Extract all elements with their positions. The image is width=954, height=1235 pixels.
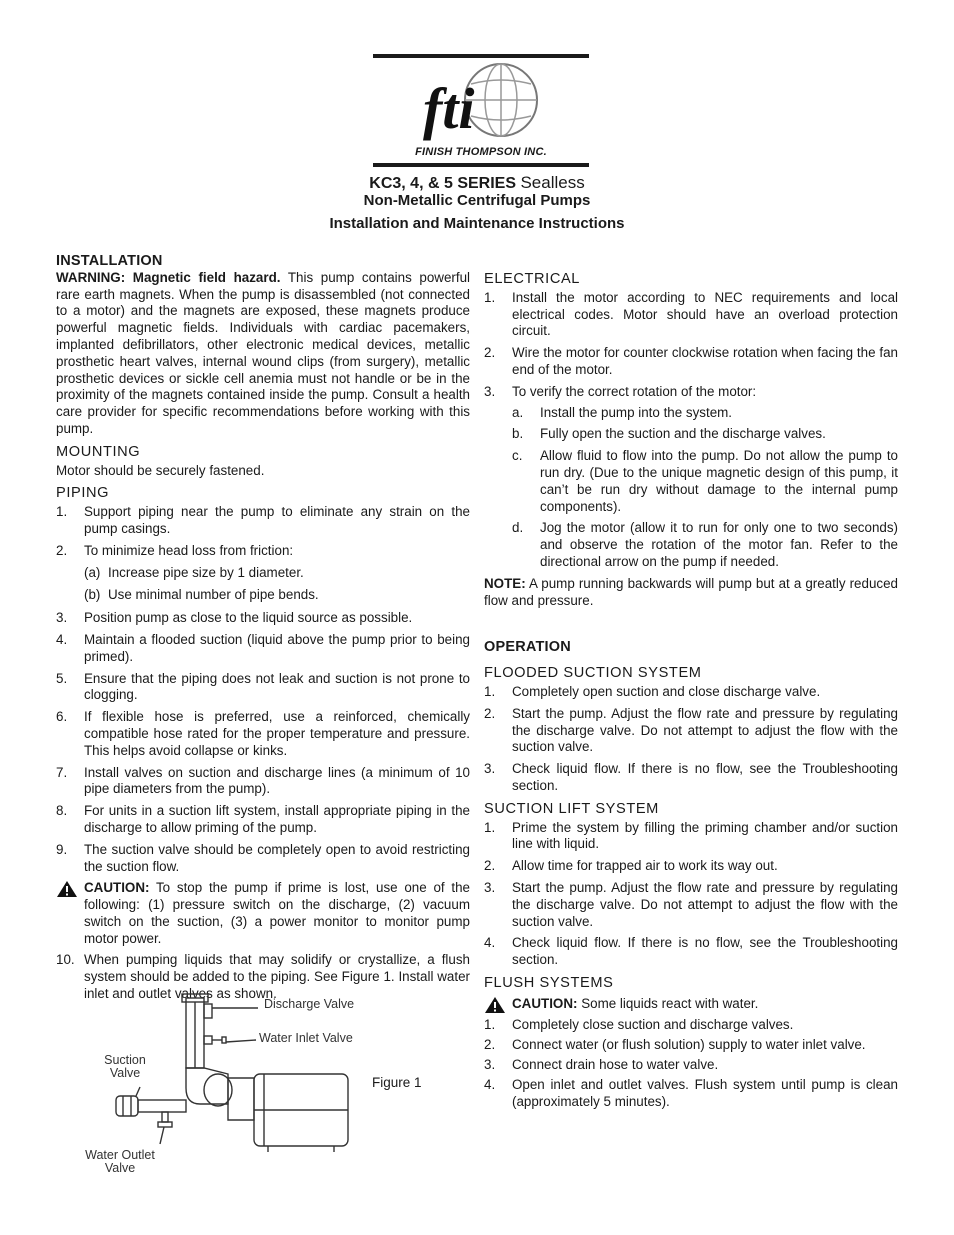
warning-text: This pump contains powerful rare earth magnets. When the pump is disassembled (not connected to a motor) and the magnets are exposed, these magnets produce powerful magnetic fields. Individuals with cardiac pacemakers, implanted defibrillators, other electronic medical devices, metallic prosthetic heart valves, internal wound clips (from surgery), metallic prosthetic devices or sickle cell anemia must not handle or be in the proximity of the magnets contained inside the pump. Consult a health care provider for specific recommendations before working with this pump. xyxy=(56,269,471,436)
installation-heading: INSTALLATION xyxy=(56,253,163,269)
flush-list xyxy=(484,1017,898,1110)
figure-caption: Figure 1 xyxy=(372,1075,422,1090)
list-item: 3. Start the pump. Adjust the flow rate and pressure by regulating the discharge valve. Do not attempt to adjust the flow with the suction valve. xyxy=(484,879,898,929)
caution-label: CAUTION: xyxy=(84,880,150,896)
rotation-sub-list xyxy=(512,405,898,571)
flush-caution-text: Some liquids react with water. xyxy=(581,995,759,1011)
mounting-text: Motor should be securely fastened. xyxy=(56,462,265,478)
list-item: 2. Start the pump. Adjust the flow rate and pressure by regulating the discharge valve. Do not attempt to adjust the flow with the suction valve. xyxy=(484,705,898,755)
warning-paragraph xyxy=(56,270,470,438)
operation-heading: OPERATION xyxy=(484,639,571,656)
warning-triangle-icon xyxy=(56,880,78,898)
list-item: c. Allow fluid to flow into the pump. Do not allow the pump to run dry. (Due to the unique magnetic design of this pump, it can’t be run dry without damage to the internal pump components). xyxy=(512,448,898,514)
electrical-list xyxy=(484,290,898,571)
note-paragraph xyxy=(484,576,898,610)
list-item: 4. Open inlet and outlet valves. Flush system until pump is clean (approximately 5 minutes). xyxy=(484,1076,898,1109)
list-item: 1. Prime the system by filling the priming chamber and/or suction line with liquid. xyxy=(484,819,898,852)
piping-list-cont xyxy=(56,610,470,875)
electrical-heading: ELECTRICAL xyxy=(484,271,581,287)
water-outlet-valve-label: Water Outlet Valve xyxy=(85,1148,155,1175)
title-sealless: Sealless xyxy=(520,173,585,192)
left-column xyxy=(56,253,470,1008)
list-item: 8. For units in a suction lift system, install appropriate piping in the discharge to allow priming of the pump. xyxy=(56,803,470,835)
discharge-valve-label: Discharge Valve xyxy=(264,997,355,1011)
warning-lead: WARNING: Magnetic field hazard. xyxy=(56,269,281,285)
title-series: KC3, 4, & 5 SERIES xyxy=(369,175,516,192)
list-item: 9. The suction valve should be completely open to avoid restricting the suction flow. xyxy=(56,841,470,874)
list-item: d. Jog the motor (allow it to run for only one to two seconds) and observe the rotation of the motor fan. Refer to the directional arrow on the pump if needed. xyxy=(512,520,898,569)
water-inlet-valve-label: Water Inlet Valve xyxy=(259,1031,353,1045)
note-lead: NOTE: xyxy=(484,575,526,591)
list-item: 1. Install the motor according to NEC requirements and local electrical codes. Motor should have an overload protection circuit. xyxy=(484,289,898,339)
header-rule-bottom xyxy=(373,163,589,167)
flush-caution-label: CAUTION: xyxy=(512,995,578,1011)
warning-triangle-icon xyxy=(484,996,506,1014)
piping-heading: PIPING xyxy=(56,485,110,502)
list-item: 5. Ensure that the piping does not leak and suction is not prone to clogging. xyxy=(56,670,470,703)
list-item: a. Install the pump into the system. xyxy=(512,404,733,420)
list-item: 7. Install valves on suction and discharge lines (a minimum of 10 pipe diameters from the pump). xyxy=(56,764,470,797)
list-item: 2. Allow time for trapped air to work its way out. xyxy=(484,858,778,874)
list-item: 6. If flexible hose is preferred, use a reinforced, chemically compatible hose rated for the proper temperature and pressure. This helps avoid collapse or kinks. xyxy=(56,709,470,758)
list-item: 2. To minimize head loss from friction: xyxy=(56,542,294,558)
right-column xyxy=(484,271,898,1115)
flush-caution-note xyxy=(484,996,898,1013)
flooded-suction-list xyxy=(484,684,898,795)
list-item: 3. Connect drain hose to water valve. xyxy=(484,1057,719,1073)
fti-logo-icon xyxy=(413,62,553,146)
suction-lift-list xyxy=(484,820,898,969)
page-subtitle: Non-Metallic Centrifugal Pumps xyxy=(363,192,591,209)
list-item: 4. Maintain a flooded suction (liquid above the pump prior to being primed). xyxy=(56,631,470,664)
list-item: 2. Connect water (or flush solution) supply to water inlet valve. xyxy=(484,1037,866,1053)
header-rule-top xyxy=(373,54,589,58)
suction-lift-heading: SUCTION LIFT SYSTEM xyxy=(484,800,659,817)
logo-text: fti xyxy=(423,76,475,141)
list-item: 1. Support piping near the pump to eliminate any strain on the pump casings. xyxy=(56,504,470,536)
suction-valve-label: Suction Valve xyxy=(104,1053,146,1080)
list-item: (a) Increase pipe size by 1 diameter. xyxy=(84,564,304,580)
list-item: 3. Position pump as close to the liquid source as possible. xyxy=(56,610,413,626)
piping-sub-list xyxy=(56,565,470,605)
list-item: (b) Use minimal number of pipe bends. xyxy=(84,587,319,603)
list-item: 4. Check liquid flow. If there is no flow, see the Troubleshooting section. xyxy=(484,935,898,968)
company-logo-block xyxy=(373,54,589,168)
piping-list xyxy=(56,504,470,559)
list-item: 2. Wire the motor for counter clockwise rotation when facing the fan end of the motor. xyxy=(484,345,898,377)
list-item: b. Fully open the suction and the discharge valves. xyxy=(512,426,826,442)
page-title xyxy=(0,173,954,193)
list-item: 1. Completely close suction and discharge valves. xyxy=(484,1017,794,1033)
flush-systems-heading: FLUSH SYSTEMS xyxy=(484,974,614,991)
figure-1 xyxy=(78,992,438,1177)
list-item: 3. To verify the correct rotation of the motor: a. Install the pump into the system. b. Fully open the suction and the discharge valves. c. Allow fluid to flow into the pump. Do not allow the pump to run dry. (Due to the unique magnetic design of this pump, it can’t be run dry without damage to the internal pump components). d. Jog the motor (allow it to run for only one to two seconds) and observe the rotation of the motor fan. Refer to the directional arrow on the pump if needed. xyxy=(484,383,898,569)
list-item: 3. Check liquid flow. If there is no flow, see the Troubleshooting section. xyxy=(484,761,898,793)
caution-note xyxy=(56,880,470,947)
list-item: 10. When pumping liquids that may solidify or crystallize, a flush system should be added to the piping. See Figure 1. Install water inlet and outlet valves as shown. xyxy=(56,952,470,1002)
note-text: A pump running backwards will pump but at a greatly reduced flow and pressure. xyxy=(484,575,898,608)
list-item: 1. Completely open suction and close discharge valve. xyxy=(484,683,821,699)
flooded-suction-heading: FLOODED SUCTION SYSTEM xyxy=(484,665,702,682)
caution-text: To stop the pump if prime is lost, use one of the following: (1) pressure switch on the discharge, (2) vacuum switch on the suction, (3) a power monitor to monitor pump motor power. xyxy=(84,880,470,946)
company-name: FINISH THOMPSON INC. xyxy=(415,146,547,158)
mounting-heading: MOUNTING xyxy=(56,443,141,460)
page-subtitle-instructions: Installation and Maintenance Instructions xyxy=(329,215,625,232)
